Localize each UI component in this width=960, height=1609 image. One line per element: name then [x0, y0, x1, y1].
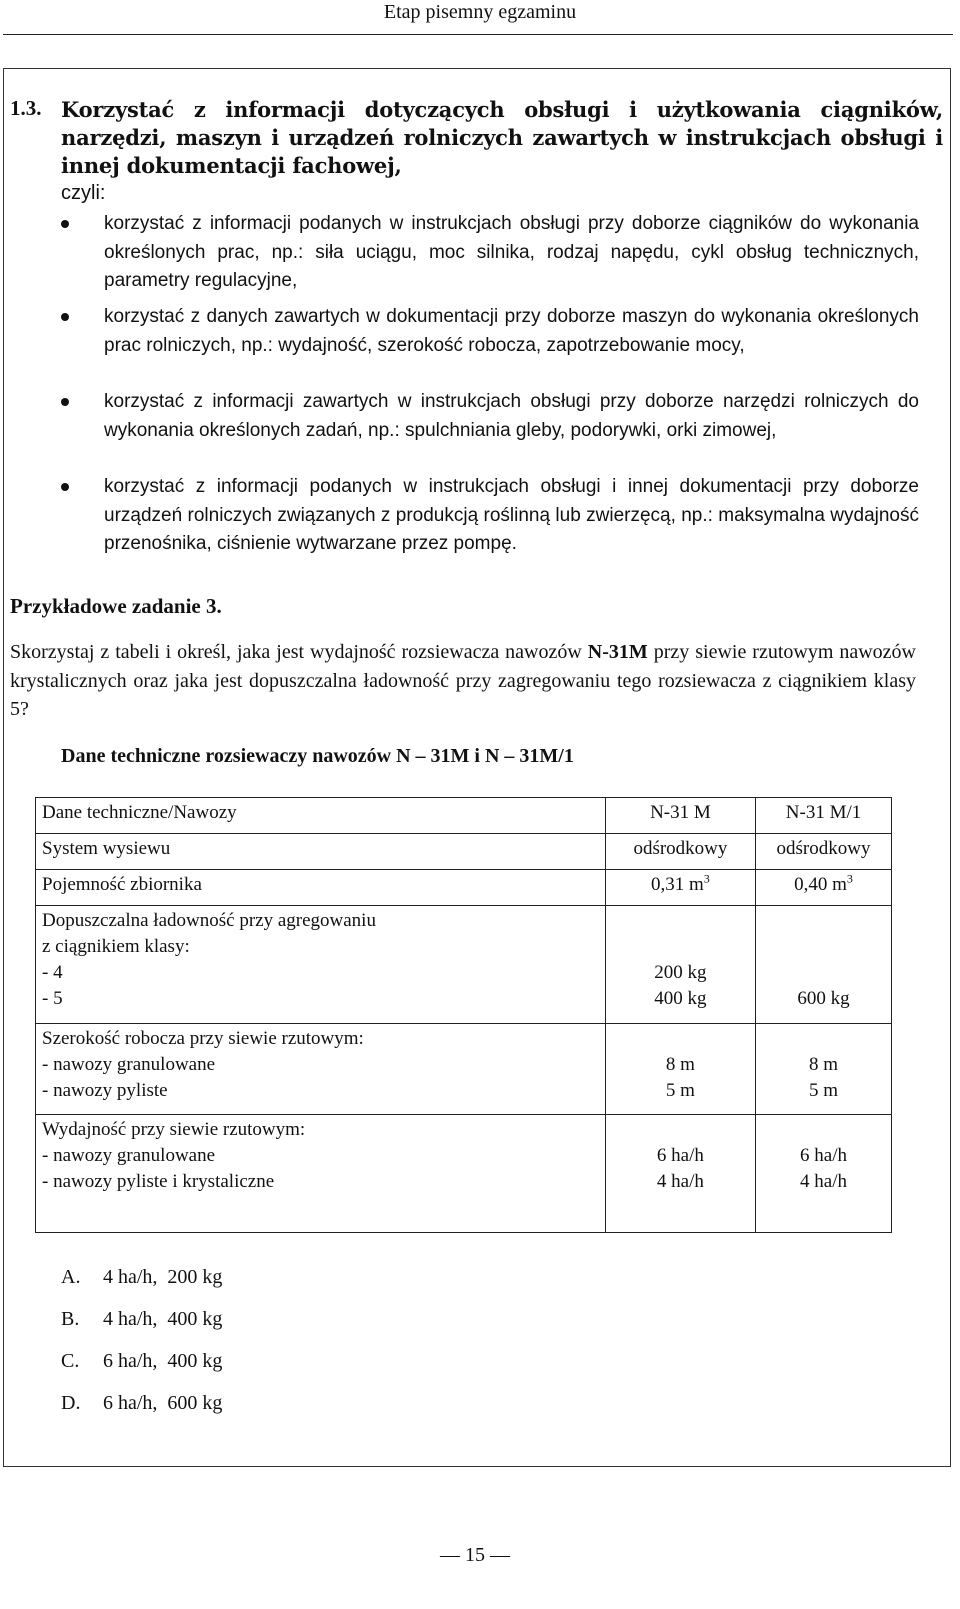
bullet-item — [104, 210, 919, 296]
section-title: Korzystać z informacji dotyczących obsługi i użytkowania ciągników, narzędzi, maszyn i urządzeń rolniczych zawartych w instrukcjach obsługi i innej dokumentacji fachowej, — [61, 97, 943, 178]
value-line — [608, 1026, 753, 1052]
label-line: - 5 — [42, 988, 63, 1009]
example-title: Przykładowe zadanie 3. — [10, 594, 222, 618]
label-line: Dopuszczalna ładowność przy agregowaniu — [42, 910, 376, 931]
row-value — [756, 1024, 892, 1114]
row-value — [605, 1024, 755, 1114]
value-line — [608, 1117, 753, 1143]
bullet-icon — [61, 398, 69, 406]
capacity-value: 0,31 m — [651, 874, 704, 895]
value-line — [758, 960, 889, 986]
row-value — [605, 870, 755, 906]
unit-exponent: 3 — [846, 871, 853, 886]
value-line — [758, 934, 889, 960]
table-row — [36, 834, 892, 870]
answer-option-d[interactable] — [61, 1389, 222, 1431]
table-row — [36, 870, 892, 906]
bullet-text: korzystać z danych zawartych w dokumentacji przy doborze maszyn do wykonania określonych prac rolniczych, np.: wydajność, szerokość robocza, zapotrzebowanie mocy, — [104, 306, 919, 356]
capacity-value: 0,40 m — [794, 874, 847, 895]
value-line — [42, 1195, 599, 1221]
table-header-row — [36, 798, 892, 834]
row-value — [756, 870, 892, 906]
row-value — [605, 1114, 755, 1232]
row-value — [756, 906, 892, 1024]
row-value — [605, 906, 755, 1024]
answer-letter: B. — [61, 1308, 80, 1330]
task-model: N-31M — [587, 641, 648, 663]
answer-list — [61, 1263, 222, 1431]
label-line: - nawozy granulowane — [42, 1054, 216, 1076]
header-cell: Dane techniczne/Nawozy — [36, 798, 606, 834]
value-line — [608, 934, 753, 960]
label-line: - 4 — [42, 962, 63, 983]
bullet-icon — [61, 483, 69, 491]
label-line: - nawozy pyliste — [42, 1080, 168, 1102]
value-line: 600 kg — [797, 988, 850, 1009]
bullet-text: korzystać z informacji zawartych w instrukcjach obsługi przy doborze narzędzi rolniczych do wykonania określonych zadań, np.: spulchniania gleby, podorywki, orki zimowej, — [104, 391, 919, 441]
value-line: 6 ha/h — [656, 1144, 704, 1166]
bullet-icon — [61, 220, 69, 228]
label-line: - nawozy granulowane — [42, 1144, 216, 1166]
answer-letter: C. — [61, 1350, 80, 1372]
label-line: Wydajność przy siewie rzutowym: — [42, 1118, 306, 1140]
value-line: 5 m — [665, 1080, 695, 1102]
header-cell: N-31 M — [605, 798, 755, 834]
row-label: Pojemność zbiornika — [36, 870, 606, 906]
table-row — [36, 1024, 892, 1114]
spec-table — [35, 797, 892, 1233]
value-line — [758, 1026, 889, 1052]
row-label — [36, 906, 606, 1024]
table-title: Dane techniczne rozsiewaczy nawozów N – 31M i N – 31M/1 — [61, 745, 574, 767]
row-value — [756, 1114, 892, 1232]
value-line: 4 ha/h — [656, 1170, 704, 1192]
label-line: - nawozy pyliste i krystaliczne — [42, 1170, 275, 1192]
task-text — [10, 638, 916, 724]
answer-letter: A. — [61, 1266, 81, 1288]
row-value: odśrodkowy — [756, 834, 892, 870]
header-cell: N-31 M/1 — [756, 798, 892, 834]
value-line: 4 ha/h — [800, 1170, 847, 1192]
bullet-item — [104, 473, 919, 559]
value-line — [758, 1117, 889, 1143]
answer-text: 4 ha/h, 200 kg — [103, 1266, 223, 1288]
section-intro: czyli: — [61, 182, 106, 204]
row-label — [36, 1024, 606, 1114]
task-text-end: przy siewie rzutowym nawozów krystalicznych oraz jaka jest dopuszczalna ładowność przy zagregowaniu tego rozsiewacza z ciągnikiem klasy 5? — [10, 641, 916, 720]
bullet-icon — [61, 313, 69, 321]
value-line — [758, 908, 889, 934]
bullet-item — [104, 303, 919, 360]
answer-option-a[interactable] — [61, 1263, 222, 1305]
answer-text: 6 ha/h, 400 kg — [103, 1350, 223, 1372]
value-line: 8 m — [665, 1054, 695, 1076]
row-value: odśrodkowy — [605, 834, 755, 870]
value-line: 6 ha/h — [800, 1144, 847, 1166]
label-line: z ciągnikiem klasy: — [42, 936, 190, 957]
bullet-item — [104, 388, 919, 445]
answer-letter: D. — [61, 1392, 81, 1414]
answer-option-b[interactable] — [61, 1305, 222, 1347]
label-line: Szerokość robocza przy siewie rzutowym: — [42, 1028, 364, 1050]
answer-text: 4 ha/h, 400 kg — [103, 1308, 223, 1330]
bullet-text: korzystać z informacji podanych w instrukcjach obsługi i innej dokumentacji przy doborze urządzeń rolniczych związanych z produkcją roślinną lub zwierzęcą, np.: maksymalna wydajność przenośnika, ciśnienie wytwarzane przez pompę. — [104, 476, 919, 554]
answer-text: 6 ha/h, 600 kg — [103, 1392, 223, 1414]
row-label — [36, 1114, 606, 1232]
answer-option-c[interactable] — [61, 1347, 222, 1389]
value-line: 200 kg — [654, 962, 707, 983]
row-label: System wysiewu — [36, 834, 606, 870]
header-divider — [3, 34, 953, 35]
bullet-text: korzystać z informacji podanych w instrukcjach obsługi przy doborze ciągników do wykonania określonych prac, np.: siła uciągu, moc silnika, rodzaj napędu, cykl obsług technicznych, parametry regulacyjne, — [104, 213, 919, 291]
table-row — [36, 906, 892, 1024]
table-row — [36, 1114, 892, 1232]
value-line: 5 m — [808, 1080, 839, 1102]
task-text-start: Skorzystaj z tabeli i określ, jaka jest wydajność rozsiewacza nawozów — [10, 641, 588, 663]
section-number: 1.3. — [10, 96, 42, 120]
value-line: 8 m — [808, 1054, 839, 1076]
unit-exponent: 3 — [703, 871, 710, 886]
page-number: — 15 — — [440, 1544, 510, 1566]
value-line — [608, 908, 753, 934]
page-header: Etap pisemny egzaminu — [383, 1, 577, 23]
value-line: 400 kg — [654, 988, 707, 1009]
